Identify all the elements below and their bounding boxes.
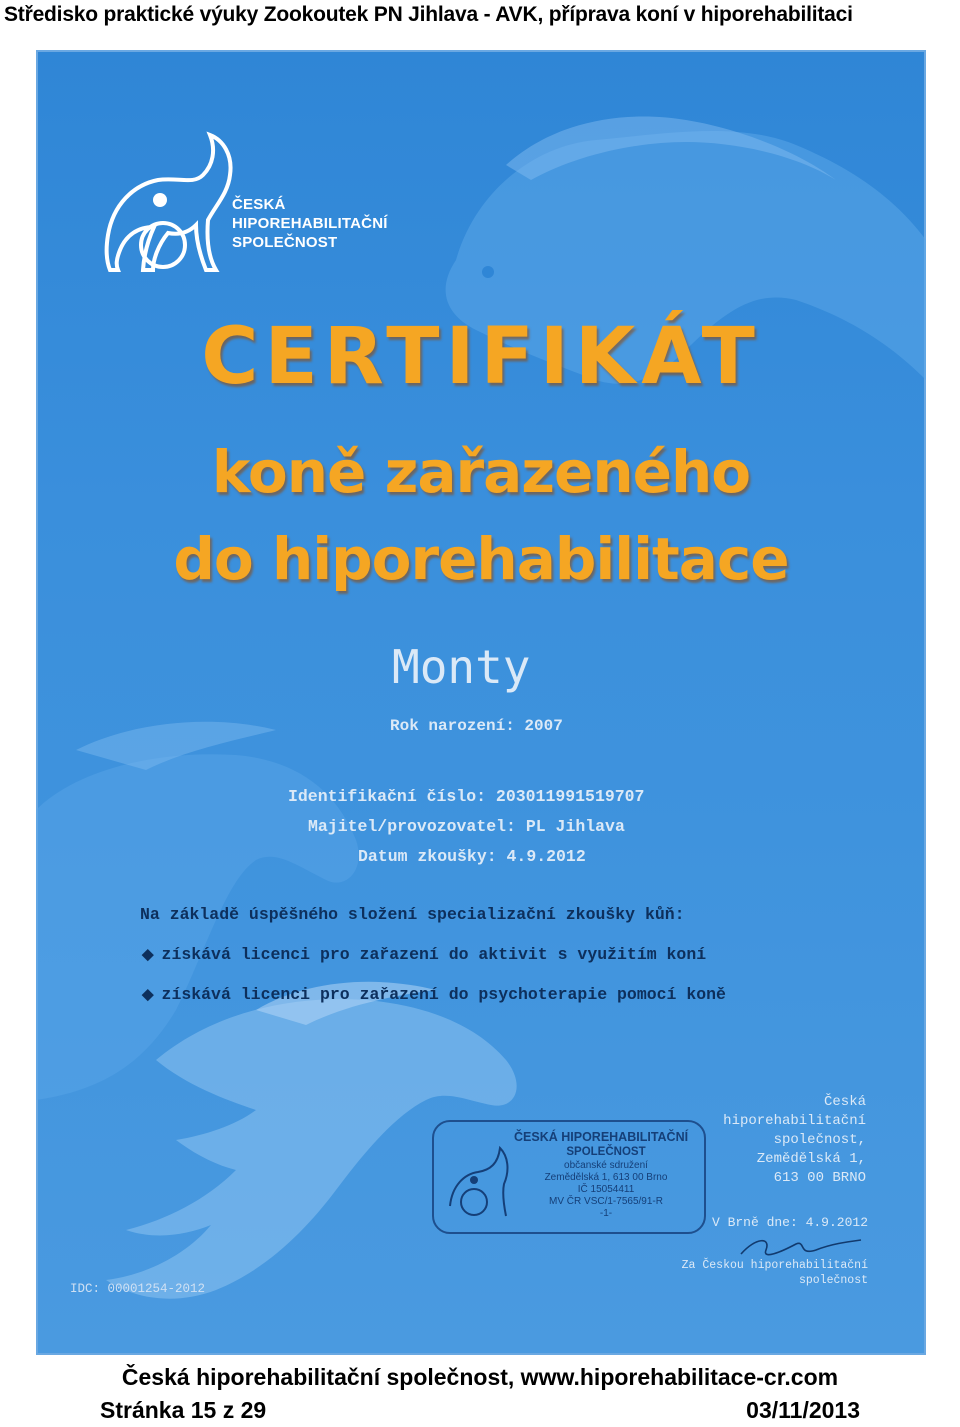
footer-date: 03/11/2013 xyxy=(746,1397,860,1423)
stamp-line: MV ČR VSC/1-7565/91-R xyxy=(549,1196,663,1207)
license-text: získává licenci pro zařazení do aktivit s využitím koní xyxy=(161,945,707,964)
logo-line: ČESKÁ xyxy=(232,196,286,213)
stamp-line: Zemědělská 1, 613 00 Brno xyxy=(544,1172,668,1183)
address-line: Zemědělská 1, xyxy=(756,1151,866,1167)
owner: Majitel/provozovatel: PL Jihlava xyxy=(308,817,625,836)
signatory-line: společnost xyxy=(798,1274,868,1287)
signatory-line: Za Českou hiporehabilitační xyxy=(681,1259,868,1272)
address-line: hiporehabilitační xyxy=(723,1113,866,1129)
certificate-number: IDC: 00001254-2012 xyxy=(70,1282,206,1296)
stamp-title: ČESKÁ HIPOREHABILITAČNÍ xyxy=(514,1130,689,1144)
signatory xyxy=(682,1258,868,1288)
page-header-title: Středisko praktické výuky Zookoutek PN Jihlava - AVK, příprava koní v hiporehabilitaci xyxy=(4,3,853,26)
certificate-title: CERTIFIKÁT xyxy=(201,312,761,402)
license-item xyxy=(142,945,706,964)
license-text: získává licenci pro zařazení do psychoterapie pomocí koně xyxy=(161,985,726,1004)
exam-intro: Na základě úspěšného složení specializační zkoušky kůň: xyxy=(140,905,685,924)
stamp-logo-icon xyxy=(444,1136,514,1222)
exam-date: Datum zkoušky: 4.9.2012 xyxy=(358,847,586,866)
logo-line: HIPOREHABILITAČNÍ xyxy=(232,215,388,232)
page-number: Stránka 15 z 29 xyxy=(100,1397,267,1423)
logo-line: SPOLEČNOST xyxy=(232,234,338,251)
address-line: společnost, xyxy=(773,1132,866,1148)
address-line: 613 00 BRNO xyxy=(773,1170,866,1186)
issuer-address xyxy=(723,1093,866,1188)
association-logo-icon xyxy=(98,115,248,275)
association-logo-text xyxy=(232,195,388,252)
diamond-bullet-icon: ◆ xyxy=(142,987,154,1004)
certificate-scan xyxy=(36,50,926,1355)
footer-organization: Česká hiporehabilitační společnost, www.hiporehabilitace-cr.com xyxy=(121,1364,839,1390)
stamp-line: IČ 15054411 xyxy=(577,1184,635,1195)
birth-year: Rok narození: 2007 xyxy=(390,717,563,735)
license-item xyxy=(142,985,726,1004)
stamp-line: občanské sdružení xyxy=(564,1160,648,1171)
certificate-subtitle-line2: do hiporehabilitace xyxy=(173,525,789,593)
address-line: Česká xyxy=(823,1094,866,1110)
horse-name: Monty xyxy=(392,640,531,694)
place-and-date: V Brně dne: 4.9.2012 xyxy=(711,1215,868,1230)
official-stamp xyxy=(432,1120,706,1234)
certificate-subtitle-line1: koně zařazeného xyxy=(211,438,751,506)
diamond-bullet-icon: ◆ xyxy=(142,947,154,964)
stamp-line: SPOLEČNOST xyxy=(566,1146,646,1158)
identification-number: Identifikační číslo: 203011991519707 xyxy=(288,787,645,806)
stamp-line: -1- xyxy=(599,1208,613,1219)
